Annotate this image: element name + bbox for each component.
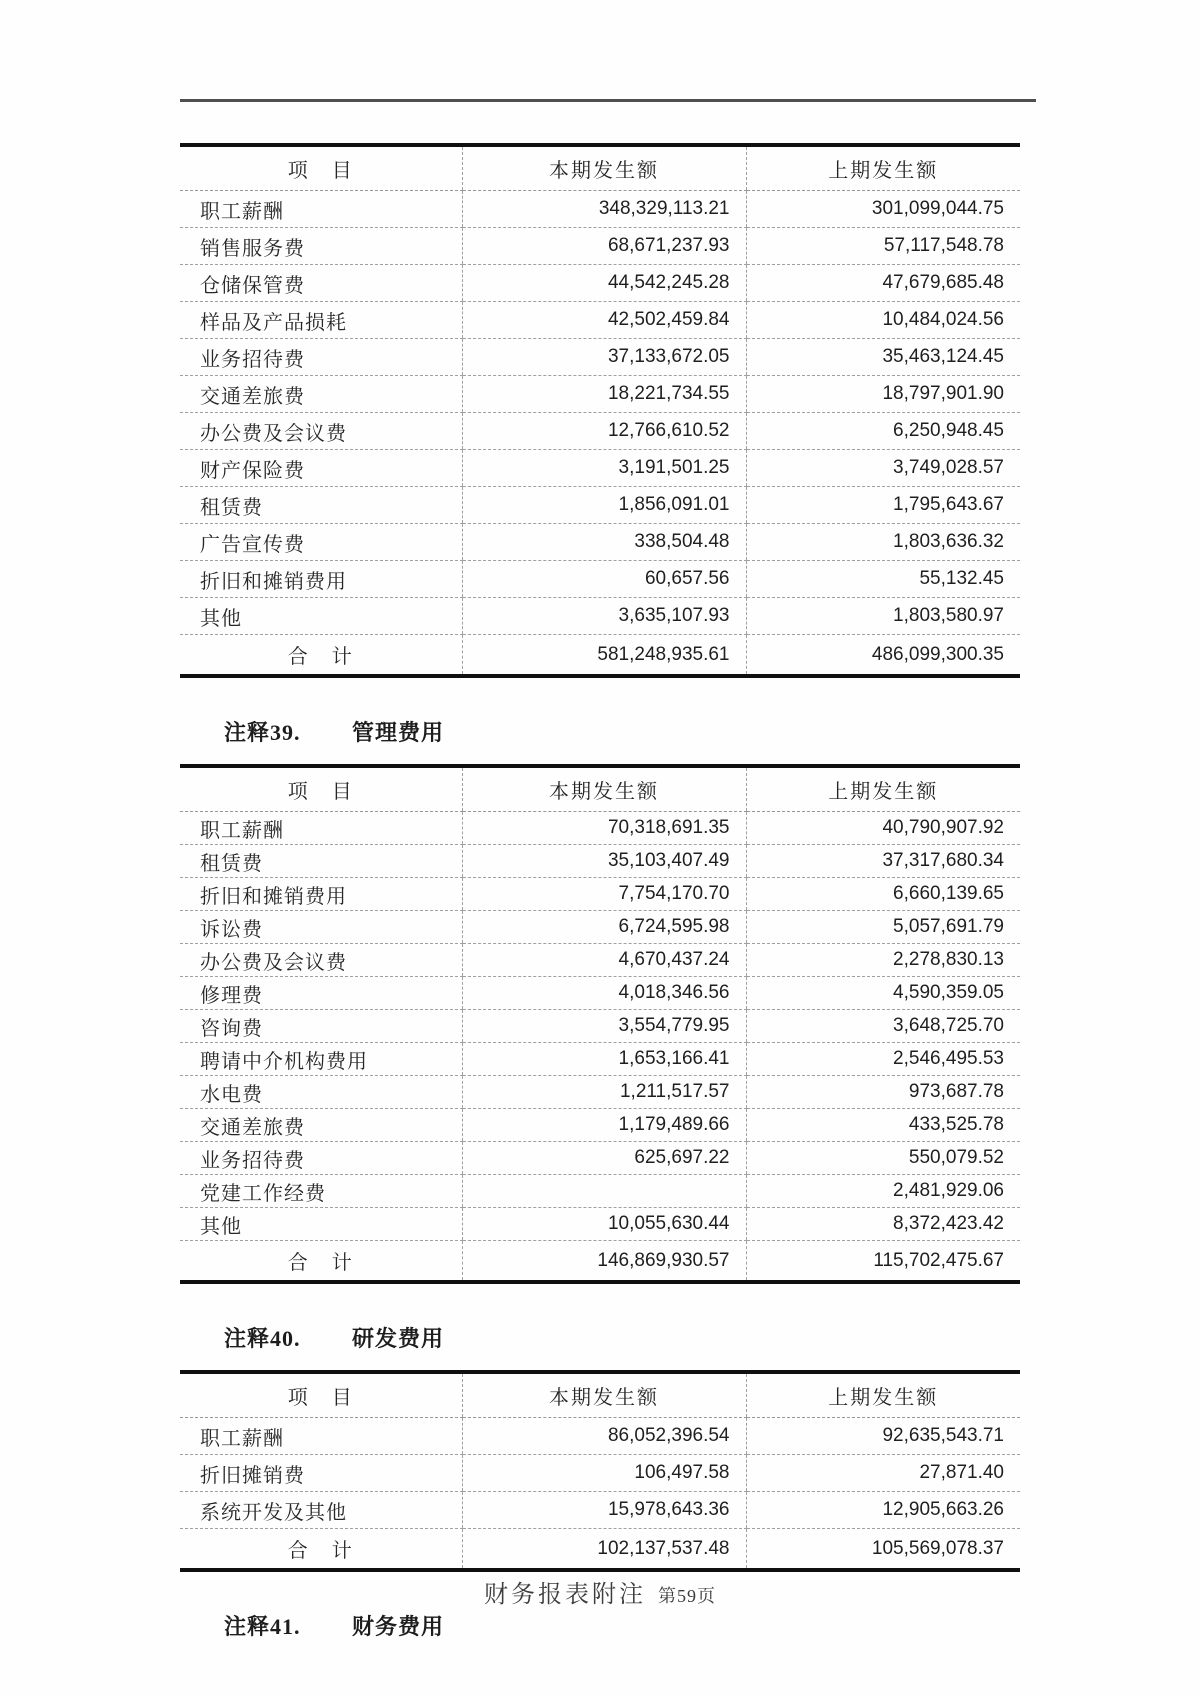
current-period-amount: 625,697.22 [462, 1142, 746, 1175]
current-period-amount: 68,671,237.93 [462, 228, 746, 265]
current-period-amount: 35,103,407.49 [462, 845, 746, 878]
item-label: 折旧摊销费 [180, 1455, 462, 1492]
prior-period-amount: 12,905,663.26 [746, 1492, 1020, 1529]
item-label: 折旧和摊销费用 [180, 561, 462, 598]
item-label: 党建工作经费 [180, 1175, 462, 1208]
current-period-amount: 1,179,489.66 [462, 1109, 746, 1142]
prior-period-amount: 2,481,929.06 [746, 1175, 1020, 1208]
table-body [180, 812, 1020, 1241]
note-heading [224, 1324, 1020, 1354]
table-row [180, 450, 1020, 487]
table-row [180, 1010, 1020, 1043]
table-header-row [180, 145, 1020, 191]
table-header-row [180, 766, 1020, 812]
item-label: 修理费 [180, 977, 462, 1010]
item-label: 业务招待费 [180, 1142, 462, 1175]
item-label: 咨询费 [180, 1010, 462, 1043]
item-label: 仓储保管费 [180, 265, 462, 302]
note-number: 注释40. [224, 1326, 301, 1351]
note-heading [224, 1612, 1020, 1642]
table-row [180, 1208, 1020, 1241]
table-row [180, 878, 1020, 911]
prior-period-amount: 1,803,636.32 [746, 524, 1020, 561]
item-label: 办公费及会议费 [180, 944, 462, 977]
item-label: 其他 [180, 598, 462, 635]
item-label: 聘请中介机构费用 [180, 1043, 462, 1076]
prior-period-amount: 1,803,580.97 [746, 598, 1020, 635]
column-header-item: 项 目 [180, 1372, 462, 1418]
current-period-amount: 42,502,459.84 [462, 302, 746, 339]
table-row [180, 911, 1020, 944]
item-label: 折旧和摊销费用 [180, 878, 462, 911]
current-period-amount: 6,724,595.98 [462, 911, 746, 944]
prior-period-amount: 6,660,139.65 [746, 878, 1020, 911]
current-period-amount: 15,978,643.36 [462, 1492, 746, 1529]
note-number: 注释39. [224, 720, 301, 745]
total-row [180, 1241, 1020, 1283]
total-prior-amount: 486,099,300.35 [746, 635, 1020, 677]
column-header-prior-period: 上期发生额 [746, 1372, 1020, 1418]
current-period-amount: 70,318,691.35 [462, 812, 746, 845]
prior-period-amount: 1,795,643.67 [746, 487, 1020, 524]
total-row [180, 1529, 1020, 1571]
item-label: 职工薪酬 [180, 812, 462, 845]
current-period-amount: 37,133,672.05 [462, 339, 746, 376]
prior-period-amount: 40,790,907.92 [746, 812, 1020, 845]
column-header-prior-period: 上期发生额 [746, 145, 1020, 191]
prior-period-amount: 3,648,725.70 [746, 1010, 1020, 1043]
item-label: 职工薪酬 [180, 1418, 462, 1455]
table-row [180, 339, 1020, 376]
current-period-amount [462, 1175, 746, 1208]
column-header-prior-period: 上期发生额 [746, 766, 1020, 812]
total-prior-amount: 115,702,475.67 [746, 1241, 1020, 1283]
prior-period-amount: 2,546,495.53 [746, 1043, 1020, 1076]
table-row [180, 944, 1020, 977]
total-label: 合 计 [287, 646, 354, 668]
current-period-amount: 86,052,396.54 [462, 1418, 746, 1455]
table-row [180, 598, 1020, 635]
prior-period-amount: 47,679,685.48 [746, 265, 1020, 302]
prior-period-amount: 55,132.45 [746, 561, 1020, 598]
current-period-amount: 10,055,630.44 [462, 1208, 746, 1241]
page-footer [0, 1574, 1200, 1609]
footer-title: 财务报表附注 [484, 1582, 646, 1608]
item-label: 财产保险费 [180, 450, 462, 487]
item-label: 其他 [180, 1208, 462, 1241]
item-label: 交通差旅费 [180, 376, 462, 413]
content [180, 143, 1020, 1658]
table-row [180, 376, 1020, 413]
current-period-amount: 44,542,245.28 [462, 265, 746, 302]
current-period-amount: 4,018,346.56 [462, 977, 746, 1010]
table-row [180, 1175, 1020, 1208]
item-label: 业务招待费 [180, 339, 462, 376]
current-period-amount: 348,329,113.21 [462, 191, 746, 228]
total-label: 合 计 [287, 1252, 354, 1274]
item-label: 诉讼费 [180, 911, 462, 944]
prior-period-amount: 8,372,423.42 [746, 1208, 1020, 1241]
total-label: 合 计 [287, 1540, 354, 1562]
total-current-amount: 146,869,930.57 [462, 1241, 746, 1283]
prior-period-amount: 433,525.78 [746, 1109, 1020, 1142]
page-header-rule [180, 99, 1036, 102]
current-period-amount: 1,856,091.01 [462, 487, 746, 524]
expense-table [180, 764, 1020, 1284]
footer-page-number: 第59页 [658, 1586, 716, 1606]
table-row [180, 561, 1020, 598]
table-row [180, 265, 1020, 302]
current-period-amount: 60,657.56 [462, 561, 746, 598]
prior-period-amount: 5,057,691.79 [746, 911, 1020, 944]
prior-period-amount: 37,317,680.34 [746, 845, 1020, 878]
item-label: 交通差旅费 [180, 1109, 462, 1142]
table-row [180, 302, 1020, 339]
table-row [180, 524, 1020, 561]
current-period-amount: 3,554,779.95 [462, 1010, 746, 1043]
prior-period-amount: 2,278,830.13 [746, 944, 1020, 977]
table-row [180, 487, 1020, 524]
table-row [180, 845, 1020, 878]
item-label: 系统开发及其他 [180, 1492, 462, 1529]
table-body [180, 191, 1020, 635]
current-period-amount: 18,221,734.55 [462, 376, 746, 413]
total-row [180, 635, 1020, 677]
column-header-current-period: 本期发生额 [462, 766, 746, 812]
column-header-item: 项 目 [180, 145, 462, 191]
item-label: 样品及产品损耗 [180, 302, 462, 339]
current-period-amount: 106,497.58 [462, 1455, 746, 1492]
item-label: 水电费 [180, 1076, 462, 1109]
expense-table [180, 1370, 1020, 1572]
current-period-amount: 4,670,437.24 [462, 944, 746, 977]
table-row [180, 977, 1020, 1010]
table-row [180, 1076, 1020, 1109]
table-row [180, 812, 1020, 845]
current-period-amount: 1,653,166.41 [462, 1043, 746, 1076]
total-current-amount: 581,248,935.61 [462, 635, 746, 677]
item-label: 租赁费 [180, 487, 462, 524]
prior-period-amount: 18,797,901.90 [746, 376, 1020, 413]
current-period-amount: 12,766,610.52 [462, 413, 746, 450]
prior-period-amount: 973,687.78 [746, 1076, 1020, 1109]
table-row [180, 228, 1020, 265]
item-label: 办公费及会议费 [180, 413, 462, 450]
column-header-current-period: 本期发生额 [462, 145, 746, 191]
table-row [180, 1109, 1020, 1142]
table-row [180, 1455, 1020, 1492]
note-heading [224, 718, 1020, 748]
prior-period-amount: 92,635,543.71 [746, 1418, 1020, 1455]
prior-period-amount: 10,484,024.56 [746, 302, 1020, 339]
note-title: 研发费用 [352, 1326, 445, 1351]
table-body [180, 1418, 1020, 1529]
total-current-amount: 102,137,537.48 [462, 1529, 746, 1571]
prior-period-amount: 6,250,948.45 [746, 413, 1020, 450]
column-header-current-period: 本期发生额 [462, 1372, 746, 1418]
item-label: 职工薪酬 [180, 191, 462, 228]
table-row [180, 1043, 1020, 1076]
item-label: 租赁费 [180, 845, 462, 878]
item-label: 广告宣传费 [180, 524, 462, 561]
prior-period-amount: 57,117,548.78 [746, 228, 1020, 265]
prior-period-amount: 4,590,359.05 [746, 977, 1020, 1010]
current-period-amount: 3,635,107.93 [462, 598, 746, 635]
column-header-item: 项 目 [180, 766, 462, 812]
current-period-amount: 338,504.48 [462, 524, 746, 561]
prior-period-amount: 3,749,028.57 [746, 450, 1020, 487]
prior-period-amount: 550,079.52 [746, 1142, 1020, 1175]
prior-period-amount: 27,871.40 [746, 1455, 1020, 1492]
table-header-row [180, 1372, 1020, 1418]
prior-period-amount: 301,099,044.75 [746, 191, 1020, 228]
current-period-amount: 1,211,517.57 [462, 1076, 746, 1109]
expense-table [180, 143, 1020, 678]
note-number: 注释41. [224, 1614, 301, 1639]
table-row [180, 191, 1020, 228]
table-row [180, 413, 1020, 450]
table-row [180, 1142, 1020, 1175]
item-label: 销售服务费 [180, 228, 462, 265]
total-prior-amount: 105,569,078.37 [746, 1529, 1020, 1571]
note-title: 财务费用 [352, 1614, 445, 1639]
current-period-amount: 3,191,501.25 [462, 450, 746, 487]
prior-period-amount: 35,463,124.45 [746, 339, 1020, 376]
table-row [180, 1492, 1020, 1529]
table-row [180, 1418, 1020, 1455]
note-title: 管理费用 [352, 720, 445, 745]
current-period-amount: 7,754,170.70 [462, 878, 746, 911]
